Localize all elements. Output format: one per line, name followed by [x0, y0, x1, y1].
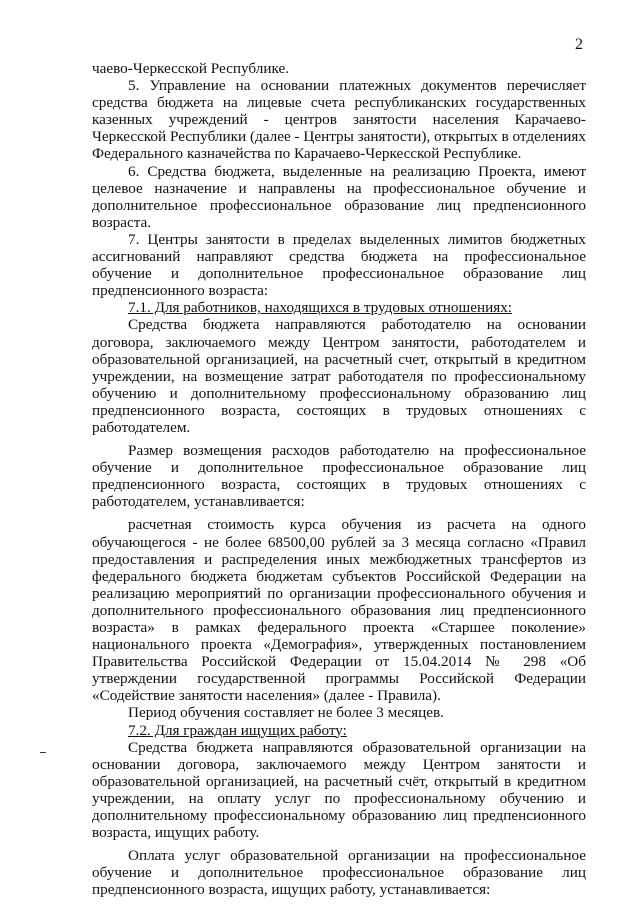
paragraph-education-funding: Средства бюджета направляются образовательной организации на основании договора, заключаемого между Центром занятости и образовательной организацией, на расчетный счёт, открытый в кредитном учреждении, на оплату услуг по профессиональному обучению и дополнительному профессиональному образованию лиц предпенсионного возраста, ищущих работу.: [92, 738, 586, 842]
page-number: 2: [575, 36, 583, 53]
paragraph-continuation: чаево-Черкесской Республике.: [92, 60, 289, 77]
paragraph-employers-funding: Средства бюджета направляются работодателю на основании договора, заключаемого между Центром занятости, работодателем и образовательной организацией, на расчетный счет, открытый в кредитном учреждении, на возмещение затрат работодателя по профессиональному обучению и дополнительному профессиональному образованию лиц предпенсионного возраста, состоящих в трудовых отношениях с работодателем.: [92, 316, 586, 436]
document-body: [92, 60, 586, 899]
paragraph-item-7: 7. Центры занятости в пределах выделенных лимитов бюджетных ассигнований направляют средства бюджета на профессиональное обучение и дополнительное профессиональное образование лиц предпенсионного возраста:: [92, 230, 586, 300]
paragraph-training-period: Период обучения составляет не более 3 месяцев.: [128, 704, 444, 722]
subheading-7-2: 7.2. Для граждан ищущих работу:: [128, 721, 347, 739]
paragraph-item-6: 6. Средства бюджета, выделенные на реализацию Проекта, имеют целевое назначение и направлены на профессиональное обучение и дополнительное профессиональное образование лиц предпенсионного возраста.: [92, 162, 586, 231]
paragraph-services-payment: Оплата услуг образовательной организации на профессиональное обучение и дополнительное профессиональное образование лиц предпенсионного возраста, ищущих работу, устанавливается:: [92, 847, 586, 899]
paragraph-course-cost: расчетная стоимость курса обучения из расчета на одного обучающегося - не более 68500,00 рублей за 3 месяца согласно «Правил предоставления и распределения иных межбюджетных трансфертов из федерального бюджета бюджетам субъектов Российской Федерации на реализацию мероприятий по организации профессионального обучения и дополнительного профессионального образования лиц предпенсионного возраста» в рамках федерального проекта «Старшее поколение» национального проекта «Демография», утвержденных постановлением Правительства Российской Федерации от 15.04.2014 № 298 «Об утверждении государственной программы Российской Федерации «Содействие занятости населения» (далее - Правила).: [92, 516, 586, 705]
paragraph-item-5: 5. Управление на основании платежных документов перечисляет средства бюджета на лицевые счета республиканских государственных казенных учреждений - центров занятости населения Карачаево-Черкесской Республики (далее - Центры занятости), открытых в отделениях Федерального казначейства по Карачаево-Черкесской Республике.: [92, 77, 586, 163]
subheading-7-1: 7.1. Для работников, находящихся в трудовых отношениях:: [128, 299, 513, 317]
paragraph-reimbursement-size: Размер возмещения расходов работодателю на профессиональное обучение и дополнительное профессиональное образование лиц предпенсионного возраста, состоящих в трудовых отношениях с работодателем, устанавливается:: [92, 442, 586, 511]
margin-mark: [40, 752, 46, 753]
